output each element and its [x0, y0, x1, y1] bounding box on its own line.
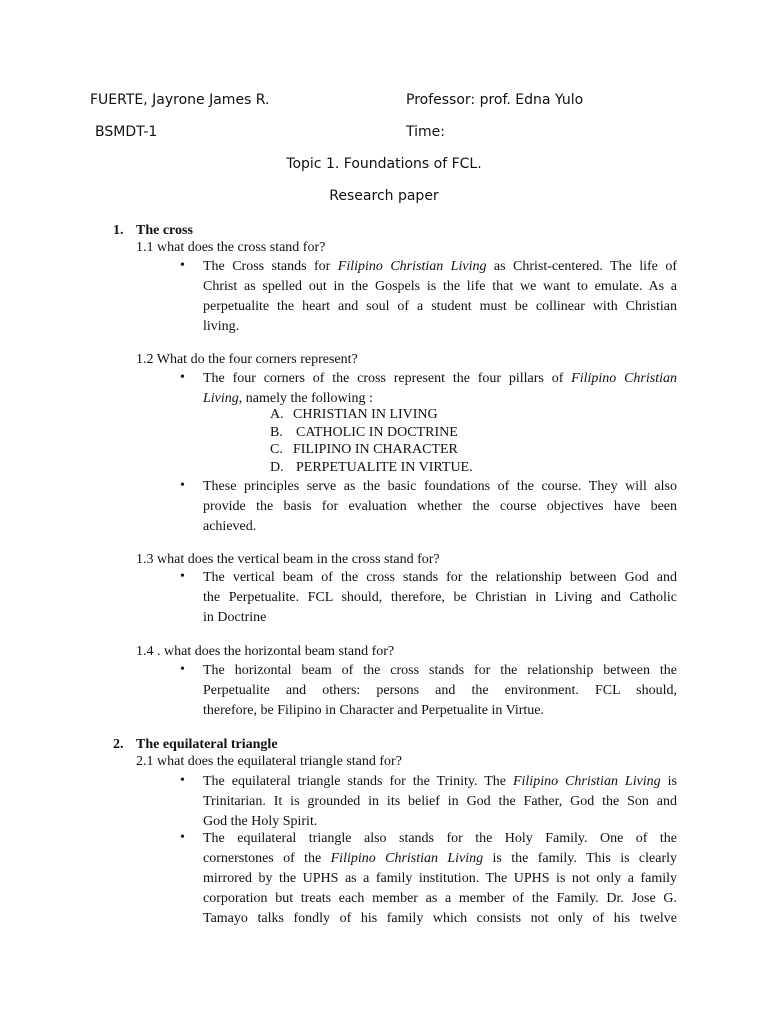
- question-1-4: 1.4 . what does the horizontal beam stand for?: [136, 644, 395, 659]
- pillar-b-letter: B.: [270, 425, 283, 440]
- student-name: FUERTE, Jayrone James R.: [90, 92, 270, 108]
- pillar-d-text: PERPETUALITE IN VIRTUE.: [296, 460, 473, 475]
- section-label: BSMDT-1: [95, 124, 158, 140]
- time-label: Time:: [406, 124, 445, 140]
- question-1-1: 1.1 what does the cross stand for?: [136, 240, 326, 255]
- bullet-icon: •: [180, 662, 185, 677]
- pillar-d-letter: D.: [270, 460, 284, 475]
- answer-1-2: The four corners of the cross represent the four pillars of Filipino Christian Living, namely the following :: [203, 371, 677, 406]
- bullet-icon: •: [180, 258, 185, 273]
- section-1-title: The cross: [136, 223, 193, 238]
- bullet-icon: •: [180, 478, 185, 493]
- answer-1-1: The Cross stands for Filipino Christian Living as Christ-centered. The life of Christ as spelled out in the Gospels is the life that we want to emulate. As a perpetualite the heart and soul of a student must be collinear with Christian living.: [203, 259, 677, 334]
- pillar-c-letter: C.: [270, 442, 283, 457]
- bullet-icon: •: [180, 569, 185, 584]
- question-1-2: 1.2 What do the four corners represent?: [136, 352, 358, 367]
- section-2-number: 2.: [113, 737, 124, 752]
- answer-2-1-trinity: The equilateral triangle stands for the Trinity. The Filipino Christian Living is Trinitarian. It is grounded in its belief in God the Father, God the Son and God the Holy Spirit.: [203, 774, 677, 829]
- professor-label: Professor: prof. Edna Yulo: [406, 92, 584, 108]
- answer-2-1-holy-family: The equilateral triangle also stands for the Holy Family. One of the cornerstones of the Filipino Christian Living is the family. This is clearly mirrored by the UPHS as a family institution. The UPHS is not only a family corporation but treats each member as a member of the Family. Dr. Jose G. Tamayo talks fondly of his family which consists not only of his twelve: [203, 831, 677, 926]
- answer-1-3: The vertical beam of the cross stands for the relationship between God and the Perpetualite. FCL should, therefore, be Christian in Living and Catholic in Doctrine: [203, 570, 677, 625]
- topic-title: Topic 1. Foundations of FCL.: [286, 156, 482, 172]
- document-type: Research paper: [329, 188, 439, 204]
- pillar-a-letter: A.: [270, 407, 284, 422]
- answer-1-4: The horizontal beam of the cross stands for the relationship between the Perpetualite and others: persons and the environment. FCL should, therefore, be Filipino in Character and Perpetualite in Virtue.: [203, 663, 677, 718]
- question-2-1: 2.1 what does the equilateral triangle stand for?: [136, 754, 402, 769]
- bullet-icon: •: [180, 830, 185, 845]
- pillar-b-text: CATHOLIC IN DOCTRINE: [296, 425, 458, 440]
- pillar-c-text: FILIPINO IN CHARACTER: [293, 442, 458, 457]
- bullet-icon: •: [180, 370, 185, 385]
- bullet-icon: •: [180, 773, 185, 788]
- section-1-number: 1.: [113, 223, 124, 238]
- answer-1-2-principles: These principles serve as the basic foundations of the course. They will also provide the basis for evaluation whether the course objectives have been achieved.: [203, 479, 677, 534]
- question-1-3: 1.3 what does the vertical beam in the cross stand for?: [136, 552, 440, 567]
- section-2-title: The equilateral triangle: [136, 737, 278, 752]
- pillar-a-text: CHRISTIAN IN LIVING: [293, 407, 438, 422]
